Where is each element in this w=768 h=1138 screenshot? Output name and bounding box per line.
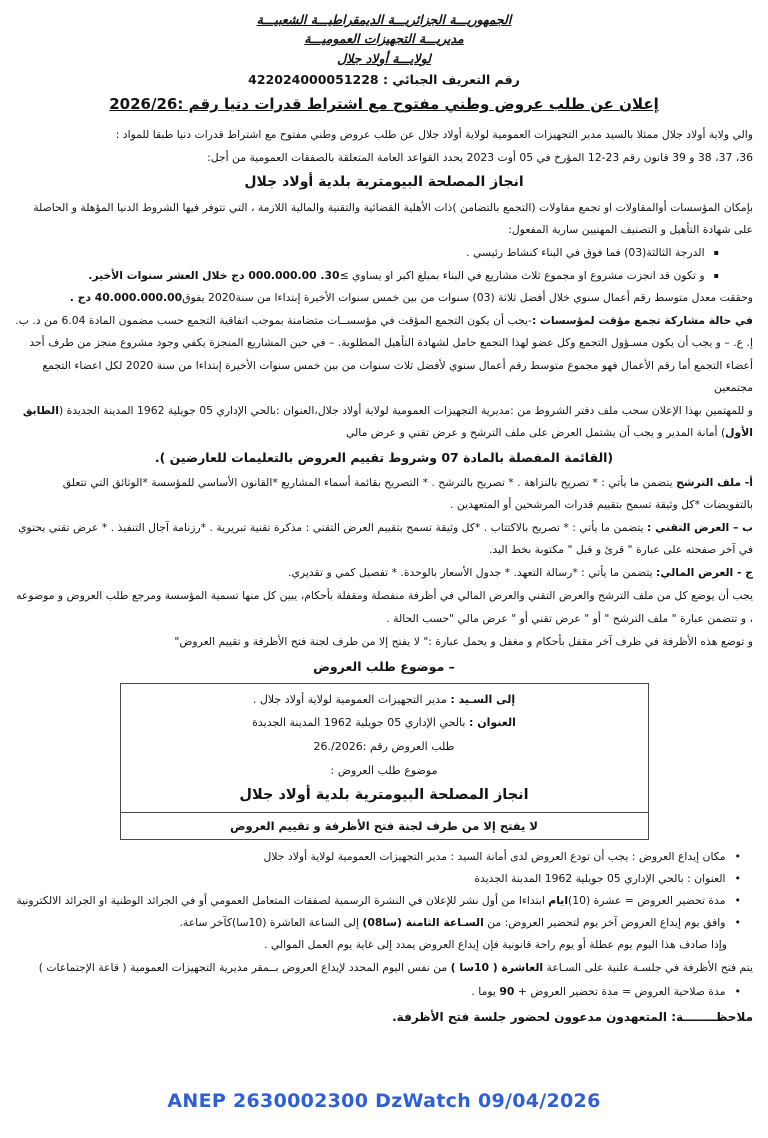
envelope-tender-number: طلب العروض رقم :2026/.26 — [313, 739, 455, 753]
group-paragraph: في حالة مشاركة تجمع مؤقت لمؤسسات :-يجب أن يكون التجمع المؤقت في مؤسســات متضامنة بموجب اتفاقية التجمع حسب مضمون المادة 6.04 من د. ب. إ. ع. – و يجب أن يكون مسـؤول التجمع وكل عضو لهذا التجمع حامل لشهادة التأهيل المطلوبة. – في حين المشاريع المنجزة يكفي وجود مشروع منجز من طرف أحد أعضاء التجمع أما رقم الأعمال فهو مجموع متوسط رقم أعمال سنوي لأفضل ثلاث سنوات من بين خمس سنوات الأخيرة إبتداءا من سنة 2020 لكل اعضاء التجمع مجتمعين — [15, 314, 753, 394]
round-bullet-icon: • — [734, 916, 741, 930]
round-bullet-icon: • — [734, 871, 741, 885]
section-technical-offer: ب – العرض التقني : يتضمن ما يأتي : * تصريح بالاكتتاب . *كل وثيقة تسمح بتقييم العرض التقني : مذكرة تقنية تبريرية . *رزنامة آجال التنفيذ . * عرض تقني يحتوي في آخر صفحته على عبارة " قرئ و قبل " مكتوبة بخط اليد. — [18, 521, 753, 557]
project-title: انجاز المصلحة البيومترية بلدية أولاد جلال — [244, 174, 524, 191]
note-line: ملاحظــــــــة: المتعهدون مدعوون لحضور جلسة فتح الأظرفة. — [392, 1009, 753, 1024]
bullet-text: مكان إيداع العروض : يجب أن تودع العروض لدى أمانة السيد : مدير التجهيزات العمومية لولاية أولاد جلال — [263, 849, 726, 863]
envelope-to-line: إلى السـيد : مدير التجهيزات العمومية لولاية أولاد جلال . — [252, 692, 516, 706]
withdrawal-paragraph: و للمهتمين بهذا الإعلان سحب ملف دفتر الشروط من :مديرية التجهيزات العمومية لولاية أولاد جلال،العنوان :بالحي الإداري 05 جويلية 1962 المدينة الجديدة (الطابق الأول) أمانة المدير و يجب أن يشتمل العرض على ملف الترشح و عرض تقني و عرض مالي — [22, 403, 753, 439]
envelope-warning: لا يفتح إلا من طرف لجنة فتح الأظرفة و تقييم العروض — [121, 812, 648, 839]
envelope-address-box — [120, 683, 649, 840]
bullet-text: مدة صلاحية العروض = مدة تحضير العروض + 90 يوما . — [471, 984, 726, 998]
round-bullet-icon: • — [734, 984, 741, 998]
deposit-address-item — [15, 868, 753, 890]
bullet-text: وافق يوم إيداع العروض آخر يوم لتحضير العروض: من السـاعة الثامنة (سا08) إلى الساعة العاشرة (10سا)كآخر ساعة. — [179, 916, 726, 930]
envelope-box-main — [121, 684, 648, 812]
tax-id-line: رقم التعريف الجبائي : 422024000051228 — [248, 72, 520, 88]
envelopes-instruction-1: يجب أن يوضع كل من ملف الترشح والعرض التقني والعرض المالي في أظرفة منفصلة ومقفلة بأحكام، يبين كل منها تسمية المؤسسة ومرجع طلب العروض و موضوعه ، و تتضمن عبارة " ملف الترشح " أو " عرض تقني أو " عرض مالي "حسب الحالة . — [16, 589, 753, 625]
section-financial-offer: ج - العرض المالي: يتضمن ما يأتي : *رسالة التعهد. * جدول الأسعار بالوحدة. * تفصيل كمي و تقديري. — [288, 566, 753, 580]
opening-session-line: يتم فتح الأظرفة في جلسـة علنية على السـاعة العاشرة ( 10سا ) من نفس اليوم المحدد لإيداع العروض بــمقر مديرية التجهيزات العمومية ( قاعة الإجتماعات ) — [38, 961, 753, 975]
bullet-text: مدة تحضير العروض = عشرة (10)ايام ابتداءا من أول نشر للإعلان في النشرة الرسمية لصفقات المتعامل العمومي أو في الجرائد الوطنية او الجرائد الالكترونية — [16, 894, 726, 908]
envelope-subject-label: موضوع طلب العروض : — [330, 763, 438, 777]
holiday-extension-line: وإذا صادف هذا اليوم يوم عطلة أو يوم راحة قانونية فإن إيداع العروض يمدد إلى غاية يوم العمل الموالي . — [263, 938, 727, 952]
bullet-text: العنوان : بالحي الإداري 05 جويلية 1962 المدينة الجديدة — [474, 871, 726, 885]
envelope-address-line: العنوان : بالحي الإداري 05 جويلية 1962 المدينة الجديدة — [252, 716, 516, 730]
turnover-line: وحققت معدل متوسط رقم أعمال سنوي خلال أفضل ثلاثة (03) سنوات من بين خمس سنوات الأخيرة إبتداءا من سنة2020 يفوق40.000.000.00 دج . — [69, 291, 753, 305]
anep-footer: ANEP 2630002300 DzWatch 09/04/2026 — [167, 1090, 601, 1112]
directorate-title: مديريـــة التجهيزات العموميـــة — [304, 31, 464, 47]
round-bullet-icon: • — [734, 849, 741, 863]
deposit-day-item — [15, 912, 753, 934]
intro-line-1: والي ولاية أولاد جلال ممثلا بالسيد مدير التجهيزات العمومية لولاية أولاد جلال عن طلب عروض وطني مفتوح مع اشتراط قدرات دنيا طبقا للمواد : — [115, 128, 753, 142]
envelopes-instruction-2: و توضع هذه الأظرفة في ظرف آخر مقفل بأحكام و مغفل و يحمل عبارة :" لا يفتح إلا من طرف لجنة فتح الأظرفة و تقييم العروض" — [174, 634, 753, 648]
subject-heading: – موضوع طلب العروض — [313, 658, 455, 674]
eligibility-bullet-projects — [15, 265, 753, 287]
eligibility-bullet-degree — [15, 242, 753, 264]
round-bullet-icon: • — [734, 894, 741, 908]
announcement-title: إعلان عن طلب عروض وطني مفتوح مع اشتراط قدرات دنيا رقم :2026/26 — [109, 95, 659, 114]
square-bullet-icon: ▪ — [713, 270, 719, 280]
eligibility-paragraph: بإمكان المؤسسات أوالمقاولات او تجمع مقاولات (التجمع بالتضامن )ذات الأهلية القضائية والتقنية والمالية اللازمة ، التي تتوفر فيها الشروط الدنيا المؤهلة و الحاصلة على شهادة التأهيل و التصنيف المهنيين سارية المفعول: — [33, 201, 753, 237]
republic-title: الجمهوريـــة الجزائريـــة الديمقراطيـــة الشعبيـــة — [256, 12, 512, 27]
section-candidacy-file: أ- ملف الترشح يتضمن ما يأتي : * تصريح بالنزاهة . * تصريح بالترشح . * التصريح بقائمة أسماء المشاريع *القانون الأساسي للمؤسسة *الوثائق التي تتعلق بالتفويضات *كل وثيقة تسمح بتقييم قدرات المرشحين أو المتعهدين . — [62, 475, 753, 511]
preparation-duration-item — [15, 890, 753, 912]
envelope-project-title: انجاز المصلحة البيومترية بلدية أولاد جلال — [239, 787, 529, 804]
bullet-text: و تكون قد انجزت مشروع او مجموع ثلاث مشاريع في البناء بمبلغ اكبر او يساوي ≥30. 000.000.00 دج خلال العشر سنوات الأخير. — [88, 268, 705, 282]
bullet-text: الدرجة الثالثة(03) فما فوق في البناء كنشاط رئيسي . — [466, 246, 705, 260]
validity-duration-item — [15, 981, 753, 1003]
intro-line-2: 36، 37، 38 و 39 قانون رقم 23-12 المؤرخ في 05 أوت 2023 يحدد القواعد العامة المتعلقة بالصفقات العمومية من أجل: — [207, 151, 753, 165]
document-header — [15, 10, 753, 116]
evaluation-subtitle: (القائمة المفصلة بالمادة 07 وشروط تقييم العروض بالتعليمات للعارضين ). — [154, 450, 614, 466]
square-bullet-icon: ▪ — [713, 248, 719, 258]
wilaya-title: لولايـــة أولاد جلال — [337, 50, 431, 66]
deposit-place-item — [15, 846, 753, 868]
